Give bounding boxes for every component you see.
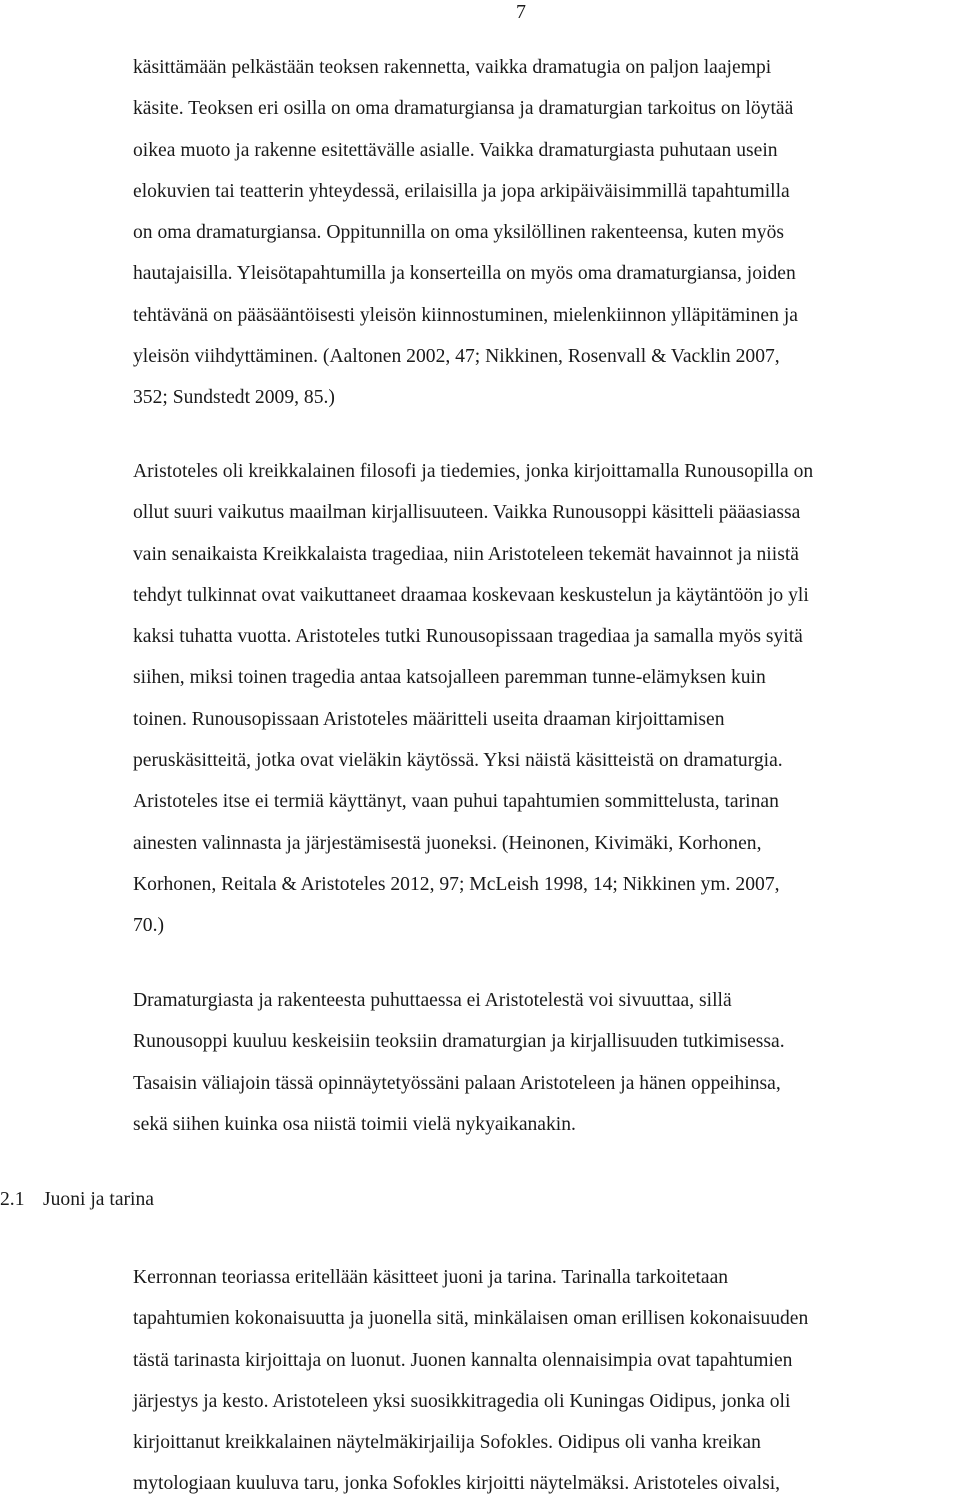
- text-line: ollut suuri vaikutus maailman kirjallisuuteen. Vaikka Runousoppi käsitteli pääasiassa: [133, 502, 801, 524]
- text-line: Dramaturgiasta ja rakenteesta puhuttaessa ei Aristotelestä voi sivuuttaa, sillä: [133, 990, 732, 1011]
- section-heading: [0, 1185, 154, 1215]
- paragraph-structure: [133, 980, 933, 1145]
- text-line: järjestys ja kesto. Aristoteleen yksi suosikkitragedia oli Kuningas Oidipus, jonka oli: [133, 1390, 791, 1412]
- section-title: Juoni ja tarina: [43, 1189, 154, 1210]
- text-line: on oma dramaturgiansa. Oppitunnilla on oma yksilöllinen rakenteensa, kuten myös: [133, 222, 784, 244]
- text-line: kaksi tuhatta vuotta. Aristoteles tutki Runousopissaan tragediaa ja samalla myös syitä: [133, 626, 803, 648]
- text-line: toinen. Runousopissaan Aristoteles määritteli useita draaman kirjoittamisen: [133, 708, 725, 730]
- text-line: 70.): [133, 915, 165, 937]
- text-line: peruskäsitteitä, jotka ovat vieläkin käytössä. Yksi näistä käsitteistä on dramaturgia.: [133, 750, 783, 772]
- text-line: kirjoittanut kreikkalainen näytelmäkirjailija Sofokles. Oidipus oli vanha kreikan: [133, 1432, 761, 1454]
- text-line: Runousoppi kuuluu keskeisiin teoksiin dramaturgian ja kirjallisuuden tutkimisessa.: [133, 1031, 785, 1053]
- text-line: tehtävänä on pääsääntöisesti yleisön kiinnostuminen, mielenkiinnon ylläpitäminen ja: [133, 304, 798, 326]
- text-line: 352; Sundstedt 2009, 85.): [133, 387, 335, 409]
- text-line: ainesten valinnasta ja järjestämisestä juoneksi. (Heinonen, Kivimäki, Korhonen,: [133, 832, 762, 854]
- text-line: tehdyt tulkinnat ovat vaikuttaneet draamaa koskevaan keskustelun ja käytäntöön jo yli: [133, 584, 809, 606]
- paragraph-dramaturgy: [133, 47, 933, 419]
- text-line: yleisön viihdyttäminen. (Aaltonen 2002, 47; Nikkinen, Rosenvall & Vacklin 2007,: [133, 346, 780, 368]
- text-line: tästä tarinasta kirjoittaja on luonut. Juonen kannalta olennaisimpia ovat tapahtumien: [133, 1349, 793, 1371]
- text-line: Kerronnan teoriassa eritellään käsitteet juoni ja tarina. Tarinalla tarkoitetaan: [133, 1267, 729, 1288]
- text-line: Aristoteles itse ei termiä käyttänyt, vaan puhui tapahtumien sommittelusta, tarinan: [133, 791, 779, 813]
- page-number: 7: [516, 1, 526, 23]
- paragraph-plot-story: [133, 1257, 933, 1505]
- text-line: elokuvien tai teatterin yhteydessä, erilaisilla ja jopa arkipäiväisimmillä tapahtumilla: [133, 180, 790, 202]
- text-line: käsite. Teoksen eri osilla on oma dramaturgiansa ja dramaturgian tarkoitus on löytää: [133, 98, 794, 120]
- text-line: vain senaikaista Kreikkalaista tragediaa, niin Aristoteleen tekemät havainnot ja niistä: [133, 543, 799, 565]
- text-line: siihen, miksi toinen tragedia antaa katsojalleen paremman tunne-elämyksen kuin: [133, 667, 766, 689]
- text-line: Aristoteles oli kreikkalainen filosofi ja tiedemies, jonka kirjoittamalla Runousopilla on: [133, 461, 814, 482]
- paragraph-aristotle: [133, 451, 933, 947]
- text-line: Tasaisin väliajoin tässä opinnäytetyössäni palaan Aristoteleen ja hänen oppeihinsa,: [133, 1072, 781, 1094]
- text-line: oikea muoto ja rakenne esitettävälle asialle. Vaikka dramaturgiasta puhutaan usein: [133, 139, 778, 161]
- text-line: mytologiaan kuuluva taru, jonka Sofokles kirjoitti näytelmäksi. Aristoteles oivalsi,: [133, 1473, 781, 1495]
- text-line: hautajaisilla. Yleisötapahtumilla ja konserteilla on myös oma dramaturgiansa, joiden: [133, 263, 796, 285]
- text-line: Korhonen, Reitala & Aristoteles 2012, 97; McLeish 1998, 14; Nikkinen ym. 2007,: [133, 873, 780, 895]
- section-number: 2.1: [0, 1189, 25, 1210]
- text-line: tapahtumien kokonaisuutta ja juonella sitä, minkälaisen oman erillisen kokonaisuuden: [133, 1308, 809, 1330]
- text-line: käsittämään pelkästään teoksen rakennetta, vaikka dramatugia on paljon laajempi: [133, 57, 772, 78]
- text-line: sekä siihen kuinka osa niistä toimii vielä nykyaikanakin.: [133, 1113, 576, 1135]
